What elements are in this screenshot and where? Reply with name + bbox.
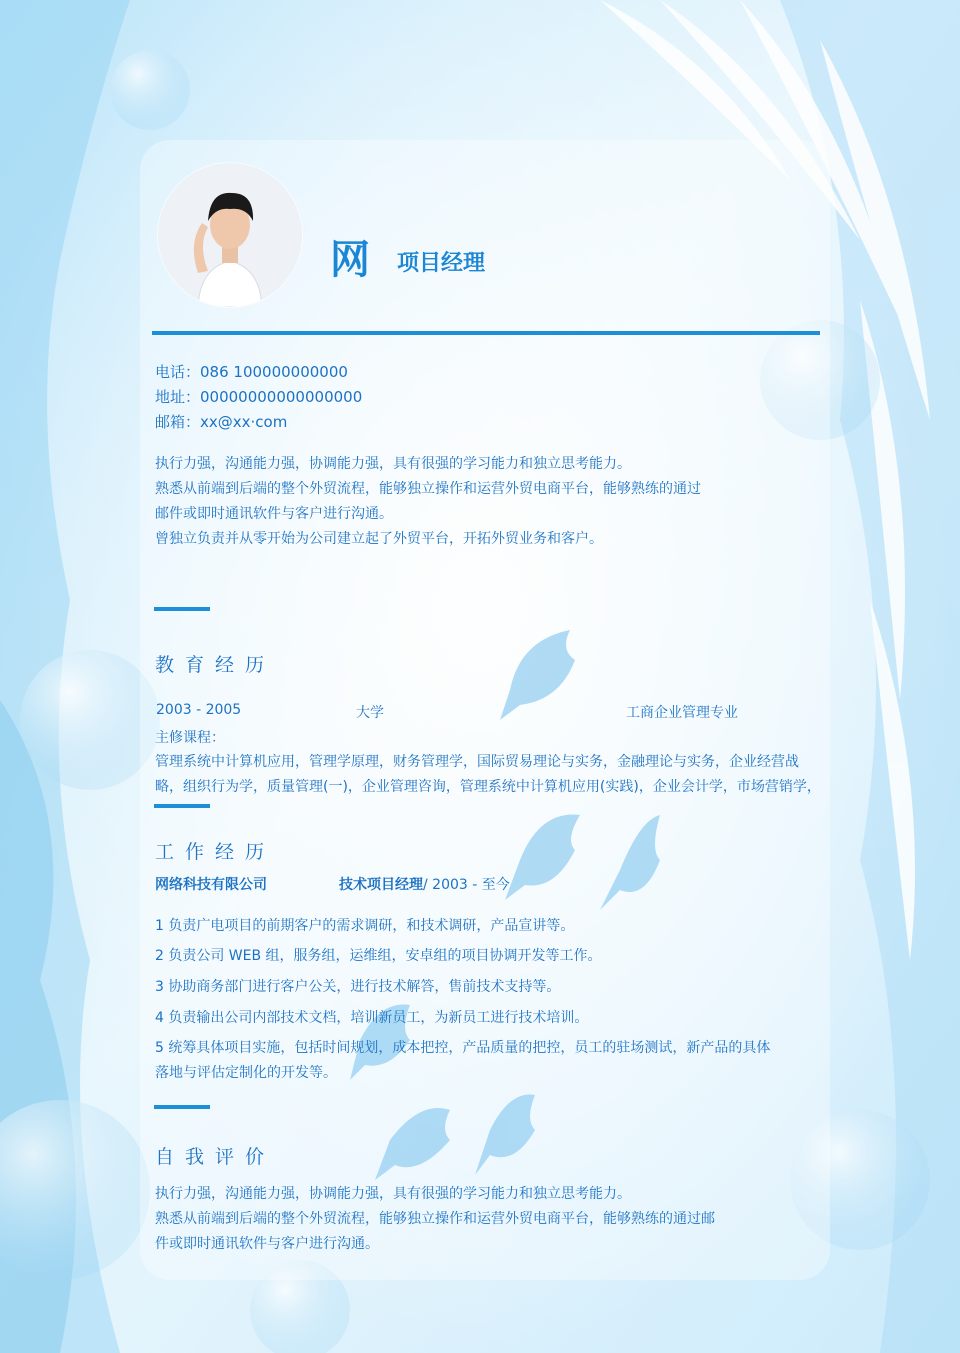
education-major: 工商企业管理专业 — [626, 705, 738, 721]
courses-line: 略，组织行为学，质量管理(一)，企业管理咨询，管理系统中计算机应用(实践)，企业会计学，市场营销学， — [155, 779, 821, 795]
self-eval-line: 件或即时通讯软件与客户进行沟通。 — [155, 1236, 379, 1252]
education-row — [0, 702, 960, 722]
self-eval-section-title: 自我评价 — [155, 1146, 276, 1168]
education-school: 大学 — [356, 705, 384, 721]
summary-line: 熟悉从前端到后端的整个外贸流程，能够独立操作和运营外贸电商平台，能够熟练的通过 — [155, 481, 701, 497]
header-divider — [152, 331, 820, 335]
work-duty: 5 统筹具体项目实施，包括时间规划，成本把控，产品质量的把控，员工的驻场测试，新产品的具体 — [155, 1040, 771, 1056]
person-photo-icon — [158, 163, 302, 307]
work-company: 网络科技有限公司 — [155, 877, 267, 893]
avatar — [158, 163, 302, 307]
summary-line: 执行力强，沟通能力强，协调能力强，具有很强的学习能力和独立思考能力。 — [155, 456, 631, 472]
courses-label: 主修课程： — [155, 730, 225, 746]
work-period: / 2003 - 至今 — [423, 877, 510, 893]
name-mark: 网 — [330, 237, 370, 283]
summary-line: 曾独立负责并从零开始为公司建立起了外贸平台，开拓外贸业务和客户。 — [155, 531, 603, 547]
work-section-bar — [154, 804, 210, 808]
courses-line: 管理系统中计算机应用，管理学原理，财务管理学，国际贸易理论与实务，金融理论与实务，企业经营战 — [155, 754, 799, 770]
summary-line: 邮件或即时通讯软件与客户进行沟通。 — [155, 506, 393, 522]
contact-phone: 电话：086 100000000000 — [155, 363, 348, 381]
work-position: 技术项目经理 — [339, 877, 423, 893]
work-section-title: 工作经历 — [155, 841, 276, 863]
work-role — [339, 874, 510, 894]
summary — [155, 452, 701, 552]
education-period: 2003 - 2005 — [156, 702, 242, 718]
contact-email: 邮箱：xx@xx·com — [155, 413, 288, 431]
work-duty: 3 协助商务部门进行客户公关，进行技术解答，售前技术支持等。 — [155, 979, 561, 995]
job-title: 项目经理 — [397, 251, 486, 276]
work-duty: 落地与评估定制化的开发等。 — [155, 1065, 337, 1081]
work-duty: 4 负责输出公司内部技术文档，培训新员工，为新员工进行技术培训。 — [155, 1010, 589, 1026]
work-duty: 1 负责广电项目的前期客户的需求调研，和技术调研，产品宣讲等。 — [155, 918, 575, 934]
work-duty: 2 负责公司 WEB 组，服务组，运维组，安卓组的项目协调开发等工作。 — [155, 948, 602, 964]
self-eval-section-bar — [154, 1105, 210, 1109]
self-eval-line: 熟悉从前端到后端的整个外贸流程，能够独立操作和运营外贸电商平台，能够熟练的通过邮 — [155, 1211, 715, 1227]
education-section-bar — [154, 607, 210, 611]
education-section-title: 教育经历 — [155, 654, 276, 676]
contact-address: 地址：00000000000000000 — [155, 388, 363, 406]
self-eval-line: 执行力强，沟通能力强，协调能力强，具有很强的学习能力和独立思考能力。 — [155, 1186, 631, 1202]
